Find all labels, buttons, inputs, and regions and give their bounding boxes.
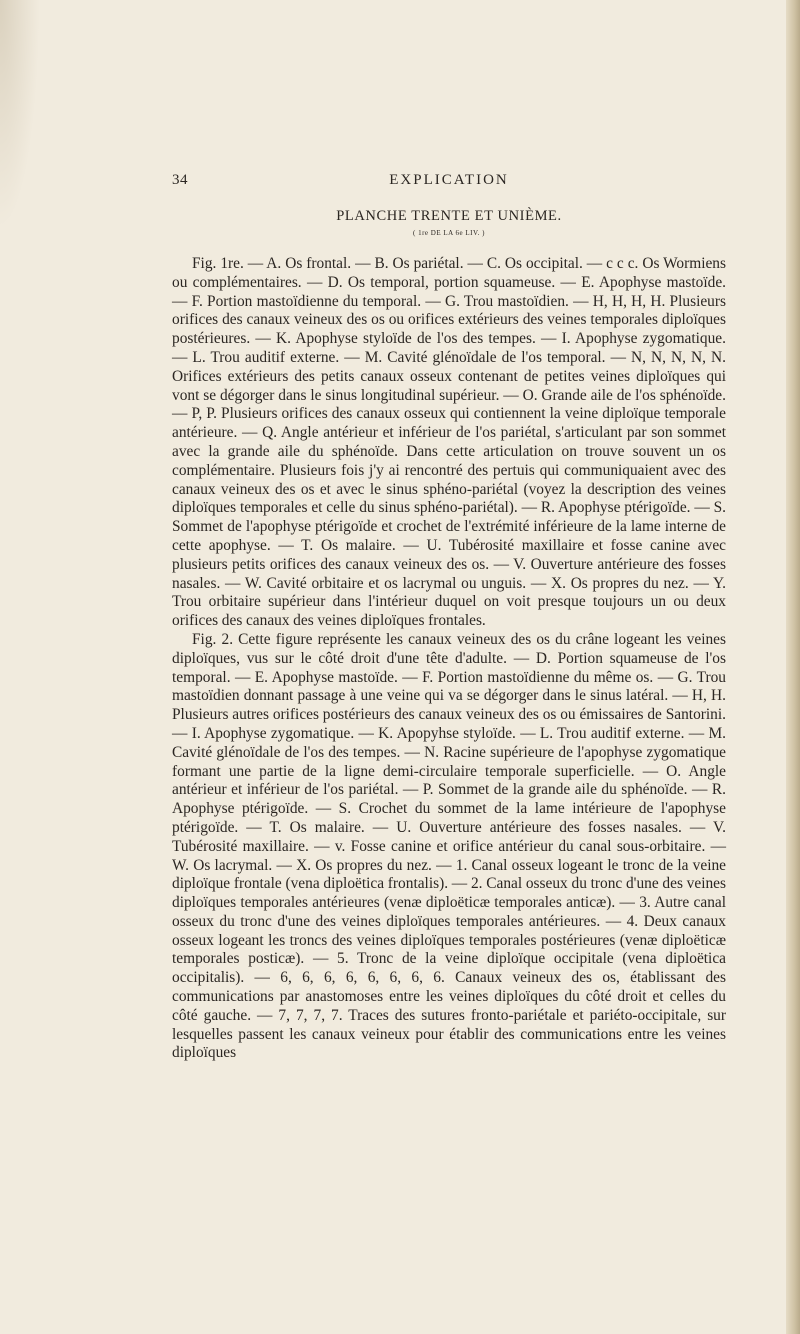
- running-title: EXPLICATION: [389, 172, 509, 188]
- page-number: 34: [172, 172, 188, 188]
- plate-subtitle: ( 1re DE LA 6e LIV. ): [413, 229, 485, 237]
- figure-2-explanation: Fig. 2. Cette figure représente les canaux veineux des os du crâne logeant les veines diploïques, vus sur le côté droit d'une tête d'adulte. — D. Portion squameuse de l'os temporal. — E. Apophyse mastoïde. — F. Portion mastoïdienne du même os. — G. Trou mastoïdien donnant passage à une veine qui va se dégorger dans le sinus latéral. — H, H. Plusieurs autres orifices postérieurs des canaux veineux des os ou émissaires de Santorini. — I. Apophyse zygomatique. — K. Apopyhse styloïde. — L. Trou auditif externe. — M. Cavité glénoïdale de l'os des tempes. — N. Racine supérieure de l'apophyse zygomatique formant une partie de la ligne demi-circulaire temporale superficielle. — O. Angle antérieur et inférieur de l'os pariétal. — P. Sommet de la grande aile du sphénoïde. — R. Apophyse ptérigoïde. — S. Crochet du sommet de la lame intérieure de l'apophyse ptérigoïde. — T. Os malaire. — U. Ouverture antérieure des fosses nasales. — V. Tubérosité maxillaire. — v. Fosse canine et orifice antérieur du canal sous-orbitaire. — W. Os lacrymal. — X. Os propres du nez. — 1. Canal osseux logeant le tronc de la veine diploïque frontale (vena diploëtica frontalis). — 2. Canal osseux du tronc d'une des veines diploïques temporales antérieures (venæ diploëticæ temporales anticæ). — 3. Autre canal osseux du tronc d'une des veines diploïques temporales antérieures. — 4. Deux canaux osseux logeant les troncs des veines diploïques temporales postérieures (venæ diploëticæ temporales posticæ). — 5. Tronc de la veine diploïque occipitale (vena diploëtica occipitalis). — 6, 6, 6, 6, 6, 6, 6, 6. Canaux veineux des os, établissant des communications par anastomoses entre les veines diploïques du côté droit et celles du côté gauche. — 7, 7, 7, 7. Traces des sutures fronto-pariétale et pariéto-occipitale, sur lesquelles passent les canaux veineux pour établir des communications entre les veines diploïques: [172, 630, 726, 1062]
- page-edge: [786, 0, 800, 1334]
- figure-1-explanation: Fig. 1re. — A. Os frontal. — B. Os pariétal. — C. Os occipital. — c c c. Os Wormiens ou complémentaires. — D. Os temporal, portion squameuse. — E. Apophyse mastoïde. — F. Portion mastoïdienne du temporal. — G. Trou mastoïdien. — H, H, H, H. Plusieurs orifices des canaux veineux des os ou orifices extérieurs des veines temporales diploïques postérieures. — K. Apophyse styloïde de l'os des tempes. — I. Apophyse zygomatique. — L. Trou auditif externe. — M. Cavité glénoïdale de l'os temporal. — N, N, N, N, N. Orifices extérieurs des petits canaux osseux contenant de petites veines diploïques qui vont se dégorger dans le sinus longitudinal supérieur. — O. Grande aile de l'os sphénoïde. — P, P. Plusieurs orifices des canaux osseux qui contiennent la veine diploïque temporale antérieure. — Q. Angle antérieur et inférieur de l'os pariétal, s'articulant par son sommet avec la grande aile du sphénoïde. Dans cette articulation on trouve souvent un os complémentaire. Plusieurs fois j'y ai rencontré des pertuis qui communiquaient avec des canaux veineux des os et avec le sinus sphéno-pariétal (voyez la description des veines diploïques temporales et celle du sinus sphéno-pariétal). — R. Apophyse ptérigoïde. — S. Sommet de l'apophyse ptérigoïde et crochet de l'extrémité inférieure de la lame interne de cette apophyse. — T. Os malaire. — U. Tubérosité maxillaire et fosse canine avec plusieurs petits orifices des canaux veineux des os. — V. Ouverture antérieure des fosses nasales. — W. Cavité orbitaire et os lacrymal ou unguis. — X. Os propres du nez. — Y. Trou orbitaire supérieur dans l'intérieur duquel on voit presque toujours un ou deux orifices des canaux des veines diploïques frontales.: [172, 255, 726, 630]
- paper-stain: [0, 0, 40, 230]
- page-body: [172, 172, 726, 1063]
- plate-title: PLANCHE TRENTE ET UNIÈME.: [336, 208, 562, 224]
- running-head: [172, 172, 726, 194]
